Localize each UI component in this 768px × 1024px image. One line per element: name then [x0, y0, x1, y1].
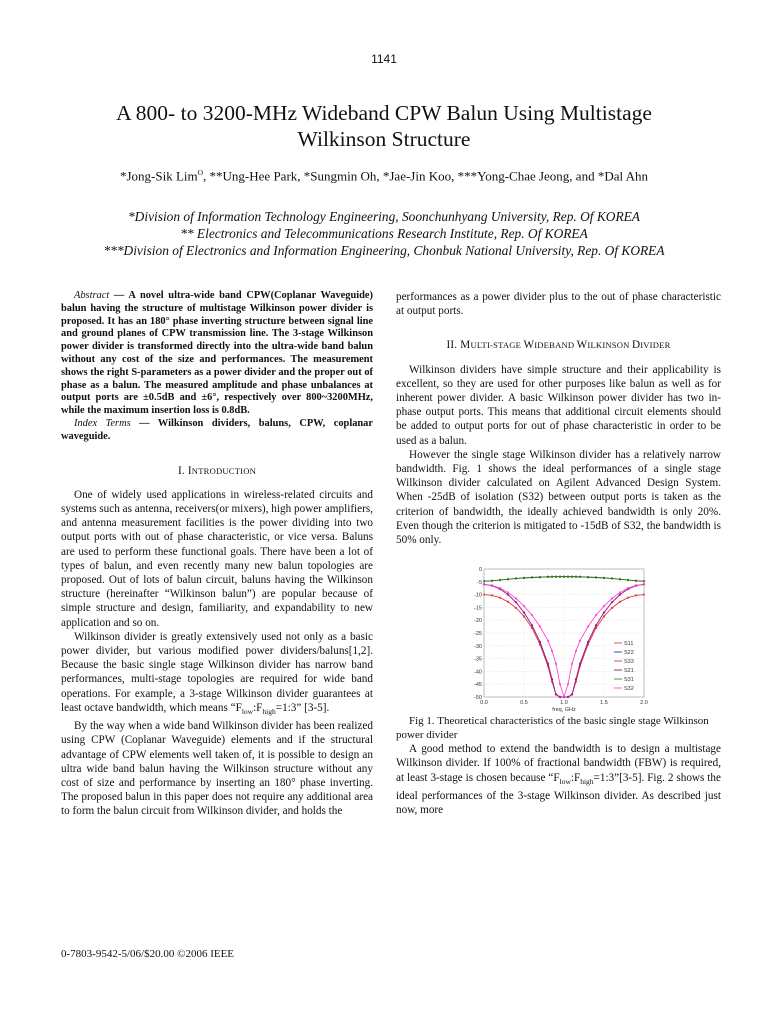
y-tick-label: -50: [474, 695, 482, 702]
section2-paragraph-2: However the single stage Wilkinson divider has a relatively narrow bandwidth. Fig. 1 shows the ideal performances of a single stage Wilkinson divider calculated on Agilent Advanced Design System. When -25dB of isolation (S32) between output ports is taken as the criterion of bandwidth, the ideally achieved bandwidth is only 20%. Even though the criterion is mitigated to -15dB of S32, the bandwidth is 50% only.: [396, 448, 721, 547]
y-tick-label: -40: [474, 669, 482, 676]
right-column: [396, 290, 721, 818]
index-terms-text: — Wilkinson dividers, baluns, CPW, coplanar waveguide.: [61, 417, 373, 442]
affiliation-1: *Division of Information Technology Engineering, Soonchunhyang University, Rep. Of KOREA: [127, 209, 640, 224]
author-mark: O: [197, 168, 204, 177]
y-tick-label: -20: [474, 618, 482, 625]
copyright-footer: 0-7803-9542-5/06/$20.00 ©2006 IEEE: [61, 948, 235, 960]
affiliation-2: ** Electronics and Telecommunications Research Institute, Rep. Of KOREA: [180, 226, 588, 241]
legend-label-s11: S11: [624, 641, 634, 648]
legend-label-s21: S21: [624, 668, 634, 675]
paper-title: [40, 100, 728, 152]
abstract-text: — A novel ultra-wide band CPW(Coplanar Waveguide) balun having the structure of multistage Wilkinson power divider is proposed. It has an 180° phase inverting structure between signal line and ground planes of CPW transmission line. The 3-stage Wilkinson power divider is transformed directly into the ultra-wide band balun without any cost of the size and performances. The measurement shows the right S-parameters as a power divider and the proper out of phase as a balun. The measured amplitude and phase unbalances at output ports are ±0.5dB and ±6°, respectively over 800~3200MHz, while the maximum insertion loss is 0.8dB.: [61, 290, 373, 417]
x-tick-label: 0.5: [520, 700, 528, 707]
section-heading-introduction: I. INTRODUCTION: [177, 464, 257, 477]
index-terms-label: Index Terms: [74, 417, 131, 429]
abstract-label: Abstract: [74, 290, 110, 301]
legend-label-s32: S32: [624, 686, 634, 693]
y-tick-label: -35: [474, 656, 482, 663]
intro-paragraph-3: By the way when a wide band Wilkinson divider has been realized using CPW (Coplanar Waveguide) elements and if the structural advantage of CPW elements well taken of, it is possible to design an ultra wide band balun having the Wilkinson structure without any cost of size and performance by inserting an 180° phase inverting. The proposed balun in this paper does not require any additional area to form the balun circuit from Wilkinson divider, and holds the: [61, 720, 373, 818]
section-heading-multistage: II. MULTI-STAGE WIDEBAND WILKINSON DIVIDER: [446, 339, 671, 352]
index-terms: [61, 418, 373, 444]
legend-label-s33: S33: [624, 659, 634, 666]
intro-paragraph-1: One of widely used applications in wireless-related circuits and systems such as antenna, receivers(or mixers), high power amplifiers, and antenna measurement facilities is the power dividing into two output ports with out of phase characteristic, or vice versa. Baluns are used to perform these functional goals. There have been a lot of types of balun, and even recently many new balun topologies are proposed. Out of lots of balun circuit, baluns having the Wilkinson structure (hereinafter “Wilkinson balun”) are popular because of simple structure and design, familiarity, and expandability to new application and so on.: [61, 488, 373, 629]
fig1-chart: [462, 565, 662, 715]
y-tick-label: -25: [474, 631, 482, 638]
y-tick-label: 0: [478, 567, 482, 574]
legend-label-s22: S22: [624, 650, 634, 657]
section2-paragraph-3: A good method to extend the bandwidth is to design a multistage Wilkinson divider. If 100% of fractional bandwidth (FBW) is required, at least 3-stage is chosen because “$F_{low}:F_{high}=1:3”[3-5]$. Fig. 2 shows the ideal performances of the 3-stage Wilkinson divider. As described just now, more: [396, 743, 721, 817]
affiliations: [20, 208, 748, 259]
figure-1-caption: Fig 1. Theoretical characteristics of the basic single stage Wilkinson power divider: [396, 715, 709, 741]
legend-label-s31: S31: [624, 677, 634, 684]
abstract: [61, 290, 373, 418]
intro-paragraph-2: Wilkinson divider is greatly extensively used not only as a basic power divider, but various modified power dividers/baluns[1,2]. Because the basic single stage Wilkinson divider has narrow band performances, multi-stage topologies are required for wide band operations. For example, a 3-stage Wilkinson divider guarantees at least octave bandwidth, which means “$F_{low}:F_{high}=1:3$” [3-5].: [61, 630, 373, 717]
author-first: *Jong-Sik Lim: [119, 168, 198, 184]
x-tick-label: 0.0: [480, 700, 488, 707]
author-rest: , **Ung-Hee Park, *Sungmin Oh, *Jae-Jin Koo, ***Yong-Chae Jeong, and *Dal Ahn: [203, 168, 649, 184]
author-list: [30, 168, 738, 184]
y-tick-label: -15: [474, 605, 482, 612]
continued-paragraph: performances as a power divider plus to the out of phase characteristic at output ports.: [396, 291, 721, 318]
title-line-2: Wilkinson Structure: [297, 127, 471, 151]
x-axis-label: freq, GHz: [552, 707, 576, 714]
x-tick-label: 1.0: [560, 700, 568, 707]
left-column: [61, 290, 373, 819]
y-tick-label: -45: [474, 682, 482, 689]
y-tick-label: -10: [474, 592, 482, 599]
figure-1: [462, 565, 662, 715]
affiliation-3: ***Division of Electronics and Information Engineering, Chonbuk National University, Rep. Of KOREA: [103, 243, 665, 258]
title-line-1: A 800- to 3200-MHz Wideband CPW Balun Using Multistage: [116, 101, 652, 125]
y-tick-label: -5: [477, 580, 482, 587]
y-tick-label: -30: [474, 644, 482, 651]
x-tick-label: 1.5: [600, 700, 608, 707]
page-number: 1141: [371, 52, 397, 66]
section2-paragraph-1: Wilkinson dividers have simple structure and their applicability is excellent, so they are used for other purposes like balun as well as for inherent power divider. A basic Wilkinson power divider has two in-phase output ports. This means that additional circuit elements should be added to output ports for out of phase characteristic in order to be used as a balun.: [396, 363, 721, 447]
x-tick-label: 2.0: [640, 700, 648, 707]
